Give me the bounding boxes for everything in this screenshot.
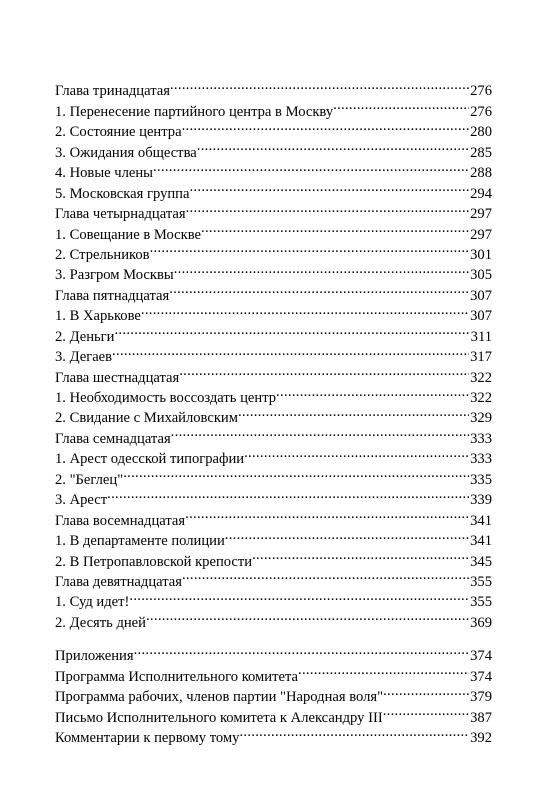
table-of-contents	[55, 75, 492, 746]
dot-leader	[186, 198, 470, 218]
dot-leader	[185, 504, 469, 524]
dot-leader	[114, 320, 469, 340]
toc-entry-title: 2. Деньги	[55, 328, 115, 345]
dot-leader	[179, 361, 469, 381]
toc-entry-page-number: 392	[470, 730, 492, 746]
toc-entry-title: Глава девятнадцатая	[55, 573, 182, 590]
toc-entry	[55, 484, 492, 509]
toc-entry-page-number: 276	[470, 83, 492, 100]
toc-entry-page-number: 335	[470, 471, 492, 488]
dot-leader	[141, 300, 469, 320]
toc-entry-page-number: 374	[470, 668, 492, 685]
toc-entry-page-number: 317	[470, 349, 492, 366]
dot-leader	[134, 640, 470, 660]
toc-entry-title: Глава семнадцатая	[55, 430, 171, 447]
dot-leader	[383, 681, 469, 701]
toc-entry-page-number: 297	[470, 206, 492, 223]
toc-entry-title: Программа рабочих, членов партии "Народная воля"	[55, 689, 384, 706]
toc-entry-title: Глава четырнадцатая	[55, 206, 186, 223]
dot-leader	[150, 239, 470, 259]
toc-entry-page-number: 322	[470, 390, 492, 406]
dot-leader	[298, 660, 469, 680]
dot-leader	[112, 341, 469, 361]
dot-leader	[225, 525, 469, 545]
toc-entry-page-number: 355	[470, 594, 492, 611]
toc-entry-title: 2. Десять дней	[55, 614, 146, 631]
toc-entry-page-number: 276	[470, 103, 492, 120]
dot-leader	[239, 722, 469, 742]
toc-entry-page-number: 280	[470, 124, 492, 141]
toc-entry-page-number: 307	[470, 308, 492, 325]
toc-entry-page-number: 288	[470, 165, 492, 182]
toc-entry-page-number: 305	[470, 267, 492, 284]
toc-entry-title: Глава тринадцатая	[55, 83, 170, 100]
toc-entry-page-number: 341	[470, 512, 492, 529]
toc-entry-title: 4. Новые члены	[55, 165, 153, 182]
dot-leader	[129, 586, 469, 606]
toc-entry-title: 2. "Беглец"	[55, 471, 124, 488]
toc-entry-title: Глава шестнадцатая	[55, 369, 180, 386]
toc-entry-page-number: 379	[470, 689, 492, 706]
toc-entry	[55, 640, 492, 665]
toc-entry-title: Комментарии к первому тому	[55, 730, 240, 746]
toc-entry	[55, 361, 492, 386]
dot-leader	[169, 279, 469, 299]
toc-entry-page-number: 311	[470, 328, 492, 345]
toc-entry-page-number: 294	[470, 185, 492, 202]
toc-entry-title: 1. Арест одесской типографии	[55, 451, 245, 468]
dot-leader	[171, 422, 469, 442]
dot-leader	[182, 566, 469, 586]
toc-entry-page-number: 387	[470, 709, 492, 726]
dot-leader	[197, 136, 469, 156]
toc-entry-title: Программа Исполнительного комитета	[55, 668, 298, 685]
dot-leader	[146, 606, 469, 626]
toc-entry-page-number: 307	[470, 287, 492, 304]
toc-entry-page-number: 341	[470, 533, 492, 550]
toc-entry-title: 3. Арест	[55, 492, 108, 509]
toc-entry-title: Глава пятнадцатая	[55, 287, 170, 304]
toc-entry-title: 3. Дегаев	[55, 349, 113, 366]
toc-entry-page-number: 329	[470, 410, 492, 427]
toc-entry-title: 1. Перенесение партийного центра в Москву	[55, 103, 334, 120]
dot-leader	[276, 382, 469, 402]
toc-entry-page-number: 339	[470, 492, 492, 509]
toc-entry-title: 2. Свидание с Михайловским	[55, 410, 238, 427]
toc-entry-page-number: 333	[470, 430, 492, 447]
dot-leader	[153, 157, 469, 177]
toc-entry-page-number: 369	[470, 614, 492, 631]
toc-entry	[55, 341, 492, 366]
dot-leader	[252, 545, 469, 565]
toc-entry-title: 3. Ожидания общества	[55, 144, 197, 161]
toc-entry-title: 1. В департаменте полиции	[55, 533, 225, 550]
dot-leader	[170, 75, 469, 95]
dot-leader	[189, 177, 469, 197]
dot-leader	[333, 95, 469, 115]
dot-leader	[238, 402, 469, 422]
toc-entry-title: Приложения	[55, 648, 134, 665]
dot-leader	[244, 443, 469, 463]
toc-entry	[55, 504, 492, 529]
toc-entry-title: 5. Московская группа	[55, 185, 190, 202]
toc-entry-title: 3. Разгром Москвы	[55, 267, 174, 284]
toc-entry-page-number: 322	[470, 369, 492, 386]
toc-entry-title: Письмо Исполнительного комитета к Александру III	[55, 709, 383, 726]
toc-entry-title: 2. Состояние центра	[55, 124, 182, 141]
toc-entry-page-number: 285	[470, 144, 492, 161]
toc-entry-page-number: 355	[470, 573, 492, 590]
toc-entry-page-number: 333	[470, 451, 492, 468]
toc-entry-title: 1. Необходимость воссоздать центр	[55, 390, 277, 406]
dot-leader	[182, 116, 470, 136]
toc-entry	[55, 75, 492, 100]
dot-leader	[123, 463, 469, 483]
toc-entry-page-number: 374	[470, 648, 492, 665]
toc-entry-title: 2. В Петропавловской крепости	[55, 553, 253, 570]
toc-entry-page-number: 301	[470, 246, 492, 263]
toc-entry-title: 2. Стрельников	[55, 246, 150, 263]
toc-entry-page-number: 345	[470, 553, 492, 570]
dot-leader	[383, 701, 469, 721]
toc-entry-title: 1. В Харькове	[55, 308, 141, 325]
toc-entry-title: Глава восемнадцатая	[55, 512, 186, 529]
toc-entry-title: 1. Совещание в Москве	[55, 226, 202, 243]
toc-entry-title: 1. Суд идет!	[55, 594, 130, 611]
toc-entry-page-number: 297	[470, 226, 492, 243]
toc-entry	[55, 320, 492, 345]
dot-leader	[174, 259, 469, 279]
dot-leader	[107, 484, 469, 504]
dot-leader	[201, 218, 469, 238]
